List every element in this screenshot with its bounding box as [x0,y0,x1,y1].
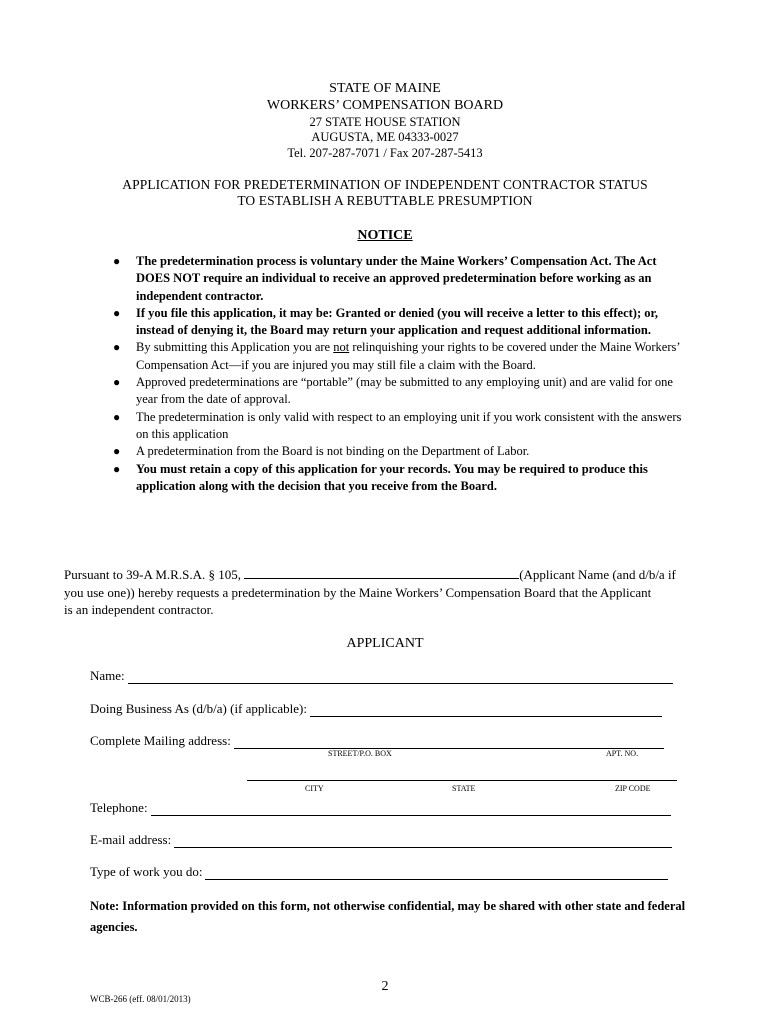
notice-item: ● A predetermination from the Board is not binding on the Department of Labor. [108,443,688,460]
bullet-icon: ● [113,254,121,268]
page-number: 2 [381,979,389,994]
city-caption: CITY [305,784,324,793]
telephone-label: Telephone: [90,800,148,815]
emphasis-not: not [333,340,350,355]
notice-item: ● Approved predeterminations are “portable” (may be submitted to any employing unit) and are valid for one year from the date of approval. [113,375,673,407]
telephone-input[interactable] [151,801,671,816]
work-type-field [90,864,668,880]
bullet-icon: ● [113,375,121,390]
name-input[interactable] [128,669,673,684]
applicant-heading: APPLICANT [346,636,424,651]
header-state: STATE OF MAINE [329,81,441,96]
telephone-field [90,800,671,816]
work-type-label: Type of work you do: [90,864,203,879]
bullet-icon: ● [113,461,121,476]
header-phone: Tel. 207-287-7071 / Fax 207-287-5413 [287,146,483,160]
bullet-icon: ● [113,409,121,424]
zip-caption: ZIP CODE [615,784,651,793]
city-state-zip-input[interactable] [247,780,677,781]
street-caption: STREET/P.O. BOX [328,749,392,758]
name-field [90,668,673,684]
street-input[interactable] [234,734,664,749]
state-caption: STATE [452,784,476,793]
applicant-name-blank[interactable] [244,566,519,579]
header-city: AUGUSTA, ME 04333-0027 [311,130,459,144]
dba-label: Doing Business As (d/b/a) (if applicable): [90,701,307,716]
bullet-icon: ● [113,444,121,459]
form-id-footer: WCB-266 (eff. 08/01/2013) [90,994,191,1004]
dba-input[interactable] [310,702,662,717]
email-label: E-mail address: [90,832,172,847]
name-label: Name: [90,668,125,683]
dba-field [90,701,662,717]
address-label: Complete Mailing address: [90,733,231,748]
form-title-line1: APPLICATION FOR PREDETERMINATION OF INDEPENDENT CONTRACTOR STATUS [122,177,648,192]
email-input[interactable] [174,833,672,848]
notice-item: ● By submitting this Application you are not relinquishing your rights to be covered under the Maine Workers’ Compensation Act—if you are injured you may still file a claim with the Board. [113,340,680,372]
bullet-icon: ● [113,340,121,355]
header-street: 27 STATE HOUSE STATION [309,115,461,129]
notice-heading: NOTICE [357,228,413,243]
work-type-input[interactable] [205,865,668,880]
notice-item: ● The predetermination is only valid with respect to an employing unit if you work consistent with the answers on this application [113,409,682,441]
bullet-icon: ● [113,305,121,320]
confidentiality-note: Note: Information provided on this form, not otherwise confidential, may be shared with other state and federal agencies. [90,899,686,934]
apt-caption: APT. NO. [606,749,639,758]
form-title-line2: TO ESTABLISH A REBUTTABLE PRESUMPTION [237,193,533,208]
notice-item: ● You must retain a copy of this application for your records. You may be required to produce this application along with the decision that you receive from the Board. [113,461,648,493]
notice-item: ● If you file this application, it may be: Granted or denied (you will receive a letter to this effect); or, instead of denying it, the Board may return your application and request additional information. [113,305,659,338]
address-field [90,733,664,749]
pursuant-paragraph: Pursuant to 39-A M.R.S.A. § 105, (Applicant Name (and d/b/a if you use one)) hereby requests a predetermination by the Maine Workers’ Compensation Board that the Applicant is an independent contractor. [64,567,676,617]
header-board: WORKERS’ COMPENSATION BOARD [266,98,504,113]
notice-item: ● The predetermination process is voluntary under the Maine Workers’ Compensation Act. The Act DOES NOT require an individual to receive an approved predetermination before working as an independent contractor. [113,254,657,303]
email-field [90,832,672,848]
notice-list [108,253,688,495]
